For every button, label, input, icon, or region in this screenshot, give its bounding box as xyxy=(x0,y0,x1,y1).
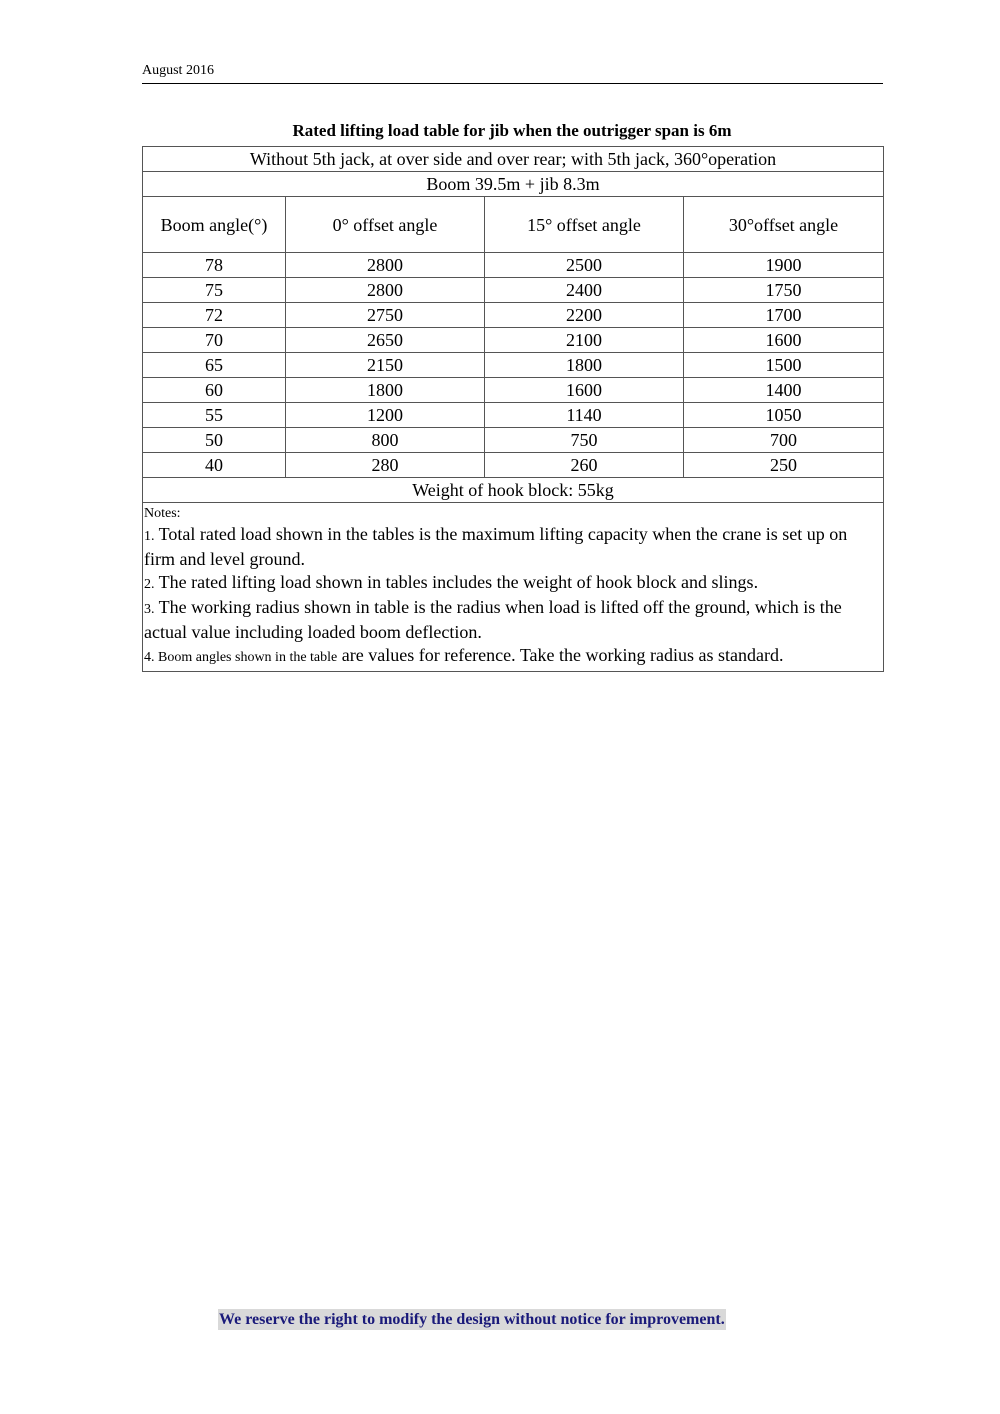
column-header-row xyxy=(143,197,884,253)
load-cell: 2100 xyxy=(485,328,684,353)
boom-angle-cell: 55 xyxy=(143,403,286,428)
load-cell: 1600 xyxy=(684,328,884,353)
header-date: August 2016 xyxy=(142,63,214,78)
boom-angle-cell: 65 xyxy=(143,353,286,378)
load-cell: 1700 xyxy=(684,303,884,328)
load-cell: 260 xyxy=(485,453,684,478)
load-cell: 1750 xyxy=(684,278,884,303)
note-item xyxy=(144,523,881,571)
boom-angle-cell: 78 xyxy=(143,253,286,278)
table-row xyxy=(143,403,884,428)
load-cell: 2150 xyxy=(286,353,485,378)
boom-angle-cell: 75 xyxy=(143,278,286,303)
note-text-small: Boom angles shown in the table xyxy=(154,650,338,665)
footer-notice: We reserve the right to modify the design without notice for improvement. xyxy=(219,1311,725,1328)
table-row xyxy=(143,303,884,328)
load-cell: 2800 xyxy=(286,278,485,303)
boom-angle-cell: 40 xyxy=(143,453,286,478)
load-cell: 1800 xyxy=(286,378,485,403)
note-item xyxy=(144,571,881,596)
note-text: are values for reference. Take the working radius as standard. xyxy=(337,645,784,665)
note-text: Total rated load shown in the tables is the maximum lifting capacity when the crane is set up on firm and level ground. xyxy=(144,524,848,569)
condition-row xyxy=(143,147,884,172)
note-number: 2. xyxy=(144,577,155,592)
load-cell: 2800 xyxy=(286,253,485,278)
load-cell: 2200 xyxy=(485,303,684,328)
load-cell: 1050 xyxy=(684,403,884,428)
note-number: 1. xyxy=(144,529,155,544)
load-cell: 1900 xyxy=(684,253,884,278)
note-item xyxy=(144,644,881,669)
column-header-0-offset: 0° offset angle xyxy=(286,197,485,253)
note-text: The rated lifting load shown in tables includes the weight of hook block and slings. xyxy=(154,572,759,592)
load-cell: 1140 xyxy=(485,403,684,428)
hook-block-cell: Weight of hook block: 55kg xyxy=(143,478,884,503)
hook-block-row xyxy=(143,478,884,503)
column-header-15-offset: 15° offset angle xyxy=(485,197,684,253)
table-row xyxy=(143,453,884,478)
boom-angle-cell: 50 xyxy=(143,428,286,453)
table-row xyxy=(143,278,884,303)
column-header-30-offset: 30°offset angle xyxy=(684,197,884,253)
load-cell: 1800 xyxy=(485,353,684,378)
configuration-cell: Boom 39.5m + jib 8.3m xyxy=(143,172,884,197)
load-cell: 2400 xyxy=(485,278,684,303)
notes-row xyxy=(143,503,884,672)
table-row xyxy=(143,353,884,378)
rated-load-table xyxy=(142,146,884,672)
load-cell: 700 xyxy=(684,428,884,453)
table-row xyxy=(143,328,884,353)
load-cell: 1600 xyxy=(485,378,684,403)
page-header xyxy=(142,62,883,84)
note-item xyxy=(144,596,881,644)
notes-label: Notes: xyxy=(144,506,181,521)
load-cell: 280 xyxy=(286,453,485,478)
table-row xyxy=(143,378,884,403)
condition-cell: Without 5th jack, at over side and over rear; with 5th jack, 360°operation xyxy=(143,147,884,172)
load-cell: 2650 xyxy=(286,328,485,353)
boom-angle-cell: 60 xyxy=(143,378,286,403)
load-cell: 1200 xyxy=(286,403,485,428)
load-cell: 750 xyxy=(485,428,684,453)
column-header-boom-angle: Boom angle(°) xyxy=(143,197,286,253)
table-row xyxy=(143,253,884,278)
load-cell: 2500 xyxy=(485,253,684,278)
table-title: Rated lifting load table for jib when the outrigger span is 6m xyxy=(292,121,732,140)
load-cell: 250 xyxy=(684,453,884,478)
configuration-row xyxy=(143,172,884,197)
table-row xyxy=(143,428,884,453)
load-cell: 800 xyxy=(286,428,485,453)
boom-angle-cell: 72 xyxy=(143,303,286,328)
note-text: The working radius shown in table is the radius when load is lifted off the ground, which is the actual value including loaded boom deflection. xyxy=(144,597,842,642)
boom-angle-cell: 70 xyxy=(143,328,286,353)
load-cell: 1400 xyxy=(684,378,884,403)
load-cell: 1500 xyxy=(684,353,884,378)
notes-cell xyxy=(143,503,884,672)
note-number: 3. xyxy=(144,602,155,617)
note-number: 4. xyxy=(144,650,155,665)
load-cell: 2750 xyxy=(286,303,485,328)
